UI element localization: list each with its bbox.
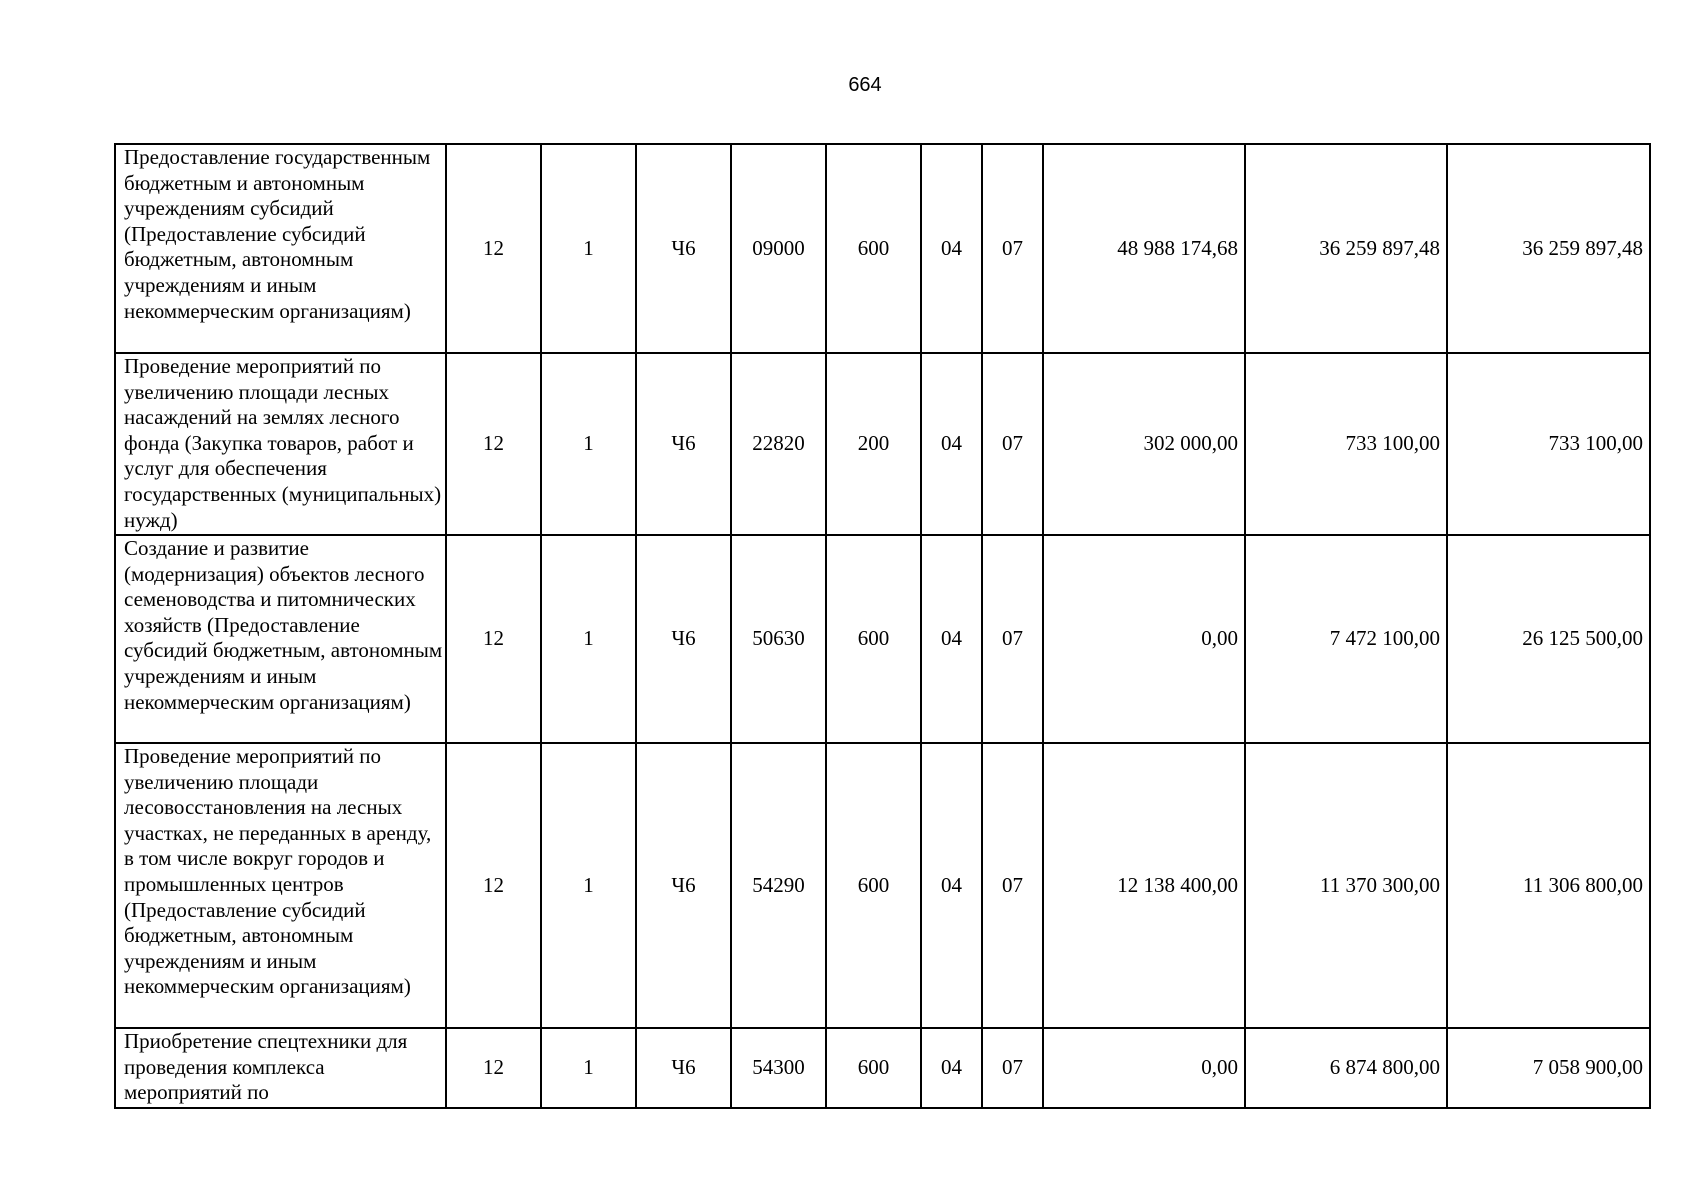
code-subprogram: 1 [541,144,636,353]
code-subsection: 07 [982,144,1043,353]
row-description: Предоставление государственным бюджетным и автономным учреждениям субсидий (Предоставление субсидий бюджетным, автономным учреждениям и иным некоммерческим организациям) [115,144,446,353]
table-row [115,1028,1650,1108]
budget-table [114,143,1651,1109]
amount-year-1: 0,00 [1043,1028,1245,1108]
amount-year-1: 0,00 [1043,535,1245,743]
code-subsection: 07 [982,353,1043,535]
code-section: 04 [921,353,982,535]
row-description: Проведение мероприятий по увеличению площади лесовосстановления на лесных участках, не переданных в аренду, в том числе вокруг городов и промышленных центров (Предоставление субсидий бюджетным, автономным учреждениям и иным некоммерческим организациям) [115,743,446,1028]
amount-year-2: 6 874 800,00 [1245,1028,1447,1108]
amount-year-2: 733 100,00 [1245,353,1447,535]
code-program: Ч6 [636,1028,731,1108]
code-subsection: 07 [982,1028,1043,1108]
table-row [115,144,1650,353]
page-number: 664 [848,74,882,96]
amount-year-2: 36 259 897,48 [1245,144,1447,353]
amount-year-1: 302 000,00 [1043,353,1245,535]
code-ministry: 12 [446,535,541,743]
code-expense-type: 600 [826,535,921,743]
code-ministry: 12 [446,144,541,353]
code-expense-type: 600 [826,1028,921,1108]
code-expense-type: 600 [826,144,921,353]
code-direction: 50630 [731,535,826,743]
code-subsection: 07 [982,743,1043,1028]
code-expense-type: 200 [826,353,921,535]
amount-year-1: 48 988 174,68 [1043,144,1245,353]
code-section: 04 [921,144,982,353]
code-subprogram: 1 [541,353,636,535]
code-direction: 09000 [731,144,826,353]
amount-year-2: 7 472 100,00 [1245,535,1447,743]
code-section: 04 [921,535,982,743]
amount-year-3: 26 125 500,00 [1447,535,1650,743]
amount-year-2: 11 370 300,00 [1245,743,1447,1028]
code-program: Ч6 [636,743,731,1028]
code-subprogram: 1 [541,1028,636,1108]
code-subsection: 07 [982,535,1043,743]
amount-year-3: 36 259 897,48 [1447,144,1650,353]
code-section: 04 [921,1028,982,1108]
amount-year-3: 11 306 800,00 [1447,743,1650,1028]
amount-year-3: 733 100,00 [1447,353,1650,535]
row-description: Проведение мероприятий по увеличению площади лесных насаждений на землях лесного фонда (Закупка товаров, работ и услуг для обеспечения государственных (муниципальных) нужд) [115,353,446,535]
code-program: Ч6 [636,144,731,353]
code-program: Ч6 [636,535,731,743]
code-section: 04 [921,743,982,1028]
code-expense-type: 600 [826,743,921,1028]
amount-year-3: 7 058 900,00 [1447,1028,1650,1108]
amount-year-1: 12 138 400,00 [1043,743,1245,1028]
code-subprogram: 1 [541,743,636,1028]
code-direction: 54300 [731,1028,826,1108]
code-direction: 22820 [731,353,826,535]
code-direction: 54290 [731,743,826,1028]
code-program: Ч6 [636,353,731,535]
code-subprogram: 1 [541,535,636,743]
table-row [115,535,1650,743]
code-ministry: 12 [446,743,541,1028]
table-row [115,353,1650,535]
row-description: Создание и развитие (модернизация) объектов лесного семеноводства и питомнических хозяйств (Предоставление субсидий бюджетным, автономным учреждениям и иным некоммерческим организациям) [115,535,446,743]
code-ministry: 12 [446,353,541,535]
row-description: Приобретение спецтехники для проведения комплекса мероприятий по [115,1028,446,1108]
table-row [115,743,1650,1028]
code-ministry: 12 [446,1028,541,1108]
